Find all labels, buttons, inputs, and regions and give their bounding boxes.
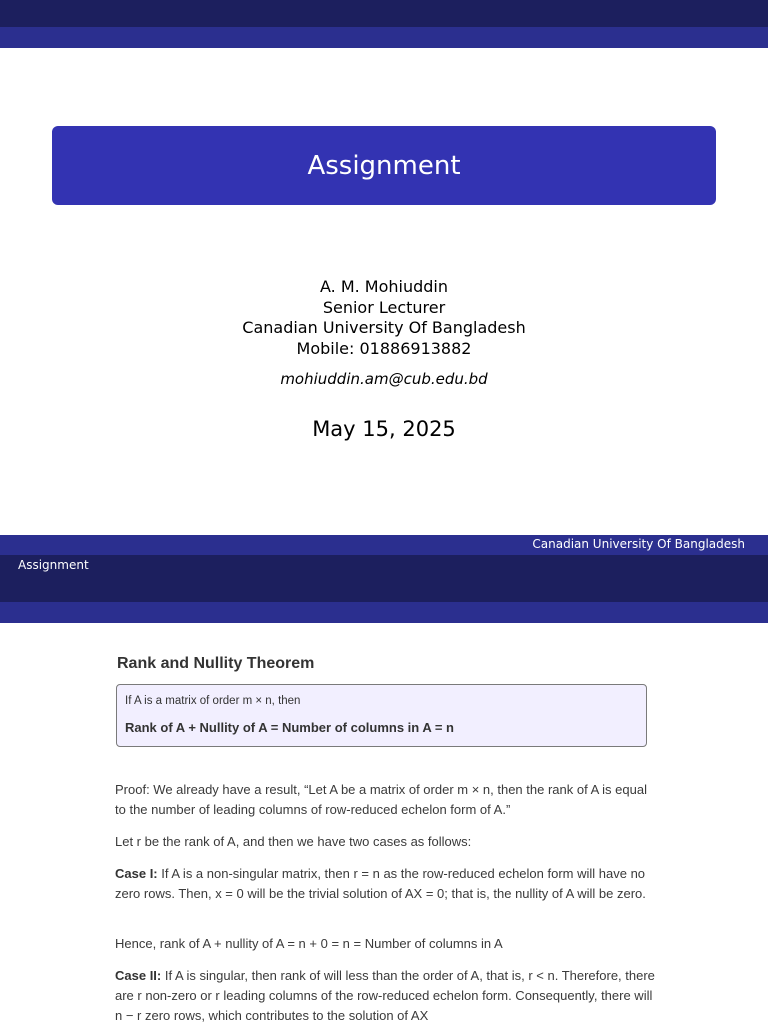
case-1-text: If A is a non-singular matrix, then r = n as the row-reduced echelon form will have no zero rows. Then, x = 0 will be the trivial solution of AX = 0; that is, the nullity of A will be zero. [115,866,646,901]
slide-title: Assignment [307,150,461,181]
case-1-label: Case I: [115,866,158,881]
footer-title: Assignment [18,558,89,572]
section-title: Rank and Nullity Theorem [117,655,315,672]
theorem-statement: Rank of A + Nullity of A = Number of columns in A = n [125,720,454,735]
author-position: Senior Lecturer [322,297,446,317]
footer-university: Canadian University Of Bangladesh [532,537,745,551]
theorem-box [116,684,647,747]
case-2-label: Case II: [115,968,162,983]
case-1-paragraph [115,864,655,904]
slide-title-box [52,126,716,205]
case-2-text: If A is singular, then rank of will less than the order of A, that is, r < n. Therefore, there are r non-zero or r leading columns of the row-reduced echelon form. Consequently, there will n − r zero rows, which contributes to the solution of AX [115,968,655,1023]
proof-paragraph: Proof: We already have a result, “Let A be a matrix of order m × n, then the rank of A is equal to the number of leading columns of row-reduced echelon form of A.” [115,782,647,817]
header-bar [0,27,768,48]
author-institution: Canadian University Of Bangladesh [242,318,526,337]
author-mobile: Mobile: 01886913882 [296,338,472,358]
presentation-date: May 15, 2025 [312,417,456,441]
let-r-paragraph: Let r be the rank of A, and then we have two cases as follows: [115,834,472,849]
author-email: mohiuddin.am@cub.edu.bd [280,370,488,388]
author-block [0,277,768,359]
footer-bar-dark [0,555,768,602]
slide-content [0,623,768,1024]
author-name: A. M. Mohiuddin [319,277,449,296]
case-2-paragraph [115,966,655,1024]
header-bar-dark [0,0,768,27]
next-slide-header-bar [0,602,768,623]
hence-paragraph: Hence, rank of A + nullity of A = n + 0 = n = Number of columns in A [115,936,503,951]
theorem-premise: If A is a matrix of order m × n, then [125,695,301,707]
